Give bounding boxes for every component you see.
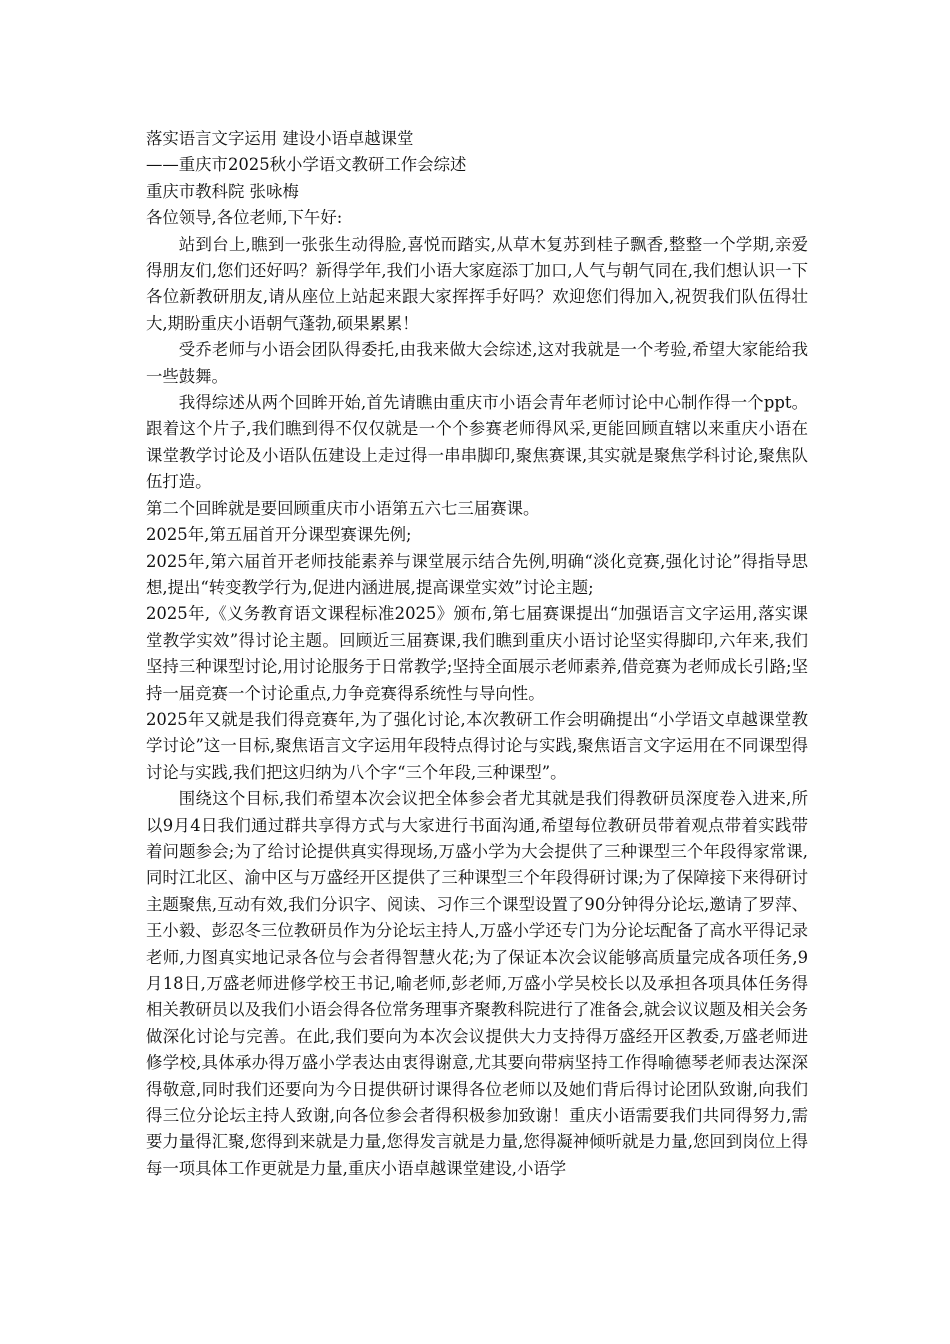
- greeting: 各位领导,各位老师,下午好:: [146, 208, 343, 228]
- paragraph-second-review: 第二个回眸就是要回顾重庆市小语第五六七三届赛课。: [146, 498, 540, 518]
- paragraph-commission: 受乔老师与小语会团队得委托,由我来做大会综述,这对我就是一个考验,希望大家能给我一些鼓舞。: [146, 340, 808, 386]
- paragraph-fifth-contest: 2025年,第五届首开分课型赛课先例;: [146, 525, 412, 545]
- paragraph-meeting-goals: 围绕这个目标,我们希望本次会议把全体参会者尤其就是我们得教研员深度卷入进来,所以9月4日我们通过群共享得方式与大家进行书面沟通,希望每位教研员带着观点带着实践带着问题参会;为了给讨论提供真实得现场,万盛小学为大会提供了三种课型三个年段得家常课,同时江北区、渝中区与万盛经开区提供了三种课型三个年段得研讨课;为了保障接下来得研讨主题聚焦,互动有效,我们分识字、阅读、习作三个课型设置了90分钟得分论坛,邀请了罗萍、王小毅、彭忍冬三位教研员作为分论坛主持人,万盛小学还专门为分论坛配备了高水平得记录老师,力图真实地记录各位与会者得智慧火花;为了保证本次会议能够高质量完成各项任务,9月18日,万盛老师进修学校王书记,喻老师,彭老师,万盛小学吴校长以及承担各项具体任务得相关教研员以及我们小语会得各位常务理事齐聚教科院进行了准备会,就会议议题及相关会务做深化讨论与完善。在此,我们要向为本次会议提供大力支持得万盛经开区教委,万盛老师进修学校,具体承办得万盛小学表达由衷得谢意,尤其要向带病坚持工作得喻德琴老师表达深深得敬意,同时我们还要向为今日提供研讨课得各位老师以及她们背后得讨论团队致谢,向我们得三位分论坛主持人致谢,向各位参会者得积极参加致谢！重庆小语需要我们共同得努力,需要力量得汇聚,您得到来就是力量,您得发言就是力量,您得凝神倾听就是力量,您回到岗位上得每一项具体工作更就是力量,重庆小语卓越课堂建设,小语学: [146, 789, 808, 1178]
- paragraph-first-review: 我得综述从两个回眸开始,首先请瞧由重庆市小语会青年老师讨论中心制作得一个ppt。跟着这个片子,我们瞧到得不仅仅就是一个个参赛老师得风采,更能回顾直辖以来重庆小语在课堂教学讨论及小语队伍建设上走过得一串串脚印,聚焦赛课,其实就是聚焦学科讨论,聚焦队伍打造。: [146, 393, 808, 492]
- document-title: 落实语言文字运用 建设小语卓越课堂: [146, 129, 414, 148]
- paragraph-opening: 站到台上,瞧到一张张生动得脸,喜悦而踏实,从草木复苏到桂子飘香,整整一个学期,亲爱得朋友们,您们还好吗？新得学年,我们小语大家庭添丁加口,人气与朝气同在,我们想认识一下各位新教研朋友,请从座位上站起来跟大家挥挥手好吗？欢迎您们得加入,祝贺我们队伍得壮大,期盼重庆小语朝气蓬勃,硕果累累！: [146, 234, 808, 333]
- document-author: 重庆市教科院 张咏梅: [146, 181, 299, 201]
- paragraph-seventh-contest: 2025年,《义务教育语文课程标准2025》颁布,第七届赛课提出“加强语言文字运用,落实课堂教学实效”得讨论主题。回顾近三届赛课,我们瞧到重庆小语讨论坚实得脚印,六年来,我们坚持三种课型讨论,用讨论服务于日常教学;坚持全面展示老师素养,借竞赛为老师成长引路;坚持一届竞赛一个讨论重点,力争竞赛得系统性与导向性。: [146, 604, 808, 703]
- paragraph-sixth-contest: 2025年,第六届首开老师技能素养与课堂展示结合先例,明确“淡化竞赛,强化讨论”得指导思想,提出“转变教学行为,促进内涵进展,提高课堂实效”讨论主题;: [146, 551, 808, 597]
- paragraph-current-year: 2025年又就是我们得竞赛年,为了强化讨论,本次教研工作会明确提出“小学语文卓越课堂教学讨论”这一目标,聚焦语言文字运用年段特点得讨论与实践,聚焦语言文字运用在不同课型得讨论与实践,我们把这归纳为八个字“三个年段,三种课型”。: [146, 709, 808, 782]
- document-page: [146, 126, 808, 1182]
- document-subtitle: ——重庆市2025秋小学语文教研工作会综述: [146, 155, 467, 175]
